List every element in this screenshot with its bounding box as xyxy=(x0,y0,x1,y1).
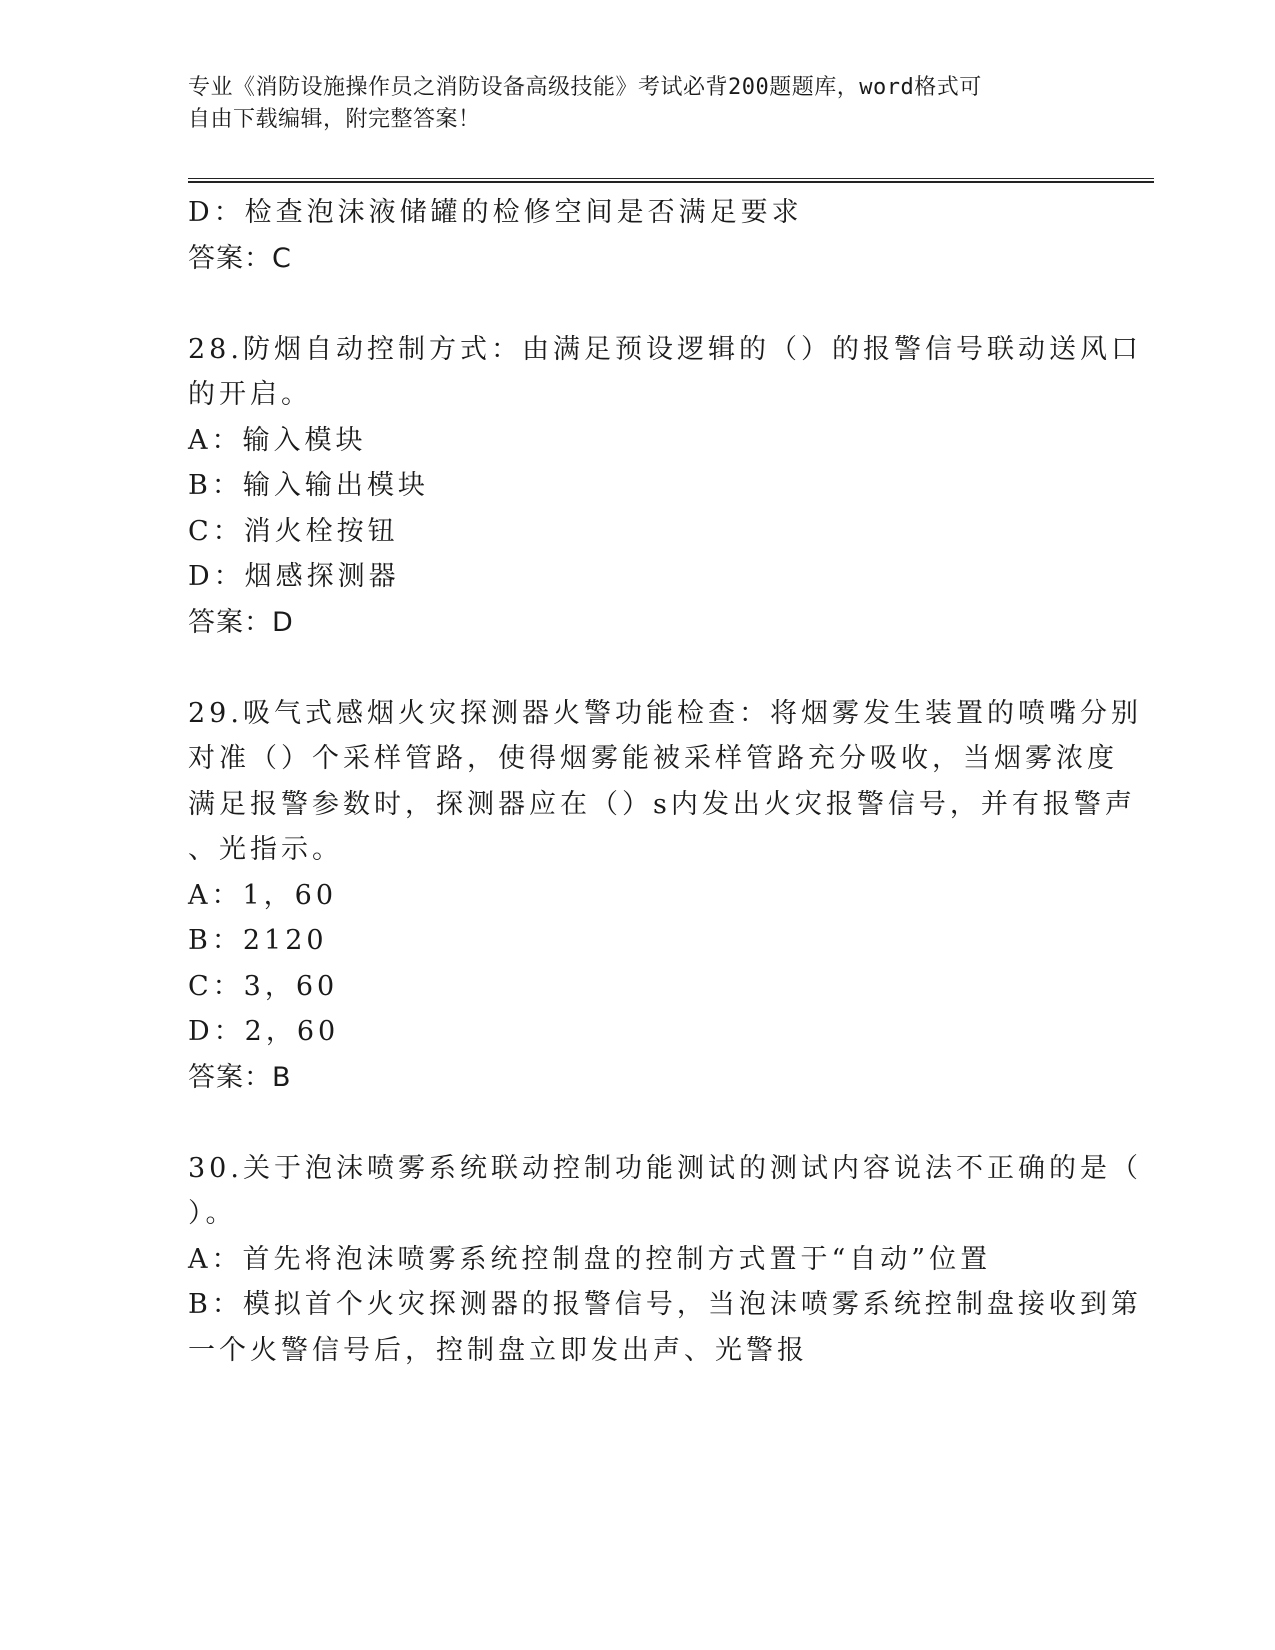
option-a: A：1，60 xyxy=(188,879,338,911)
question-30 xyxy=(188,1146,1142,1374)
spacer xyxy=(188,281,1088,327)
option-b: B：输入输出模块 xyxy=(188,470,429,501)
option-c: C：消火栓按钮 xyxy=(188,515,399,547)
spacer xyxy=(188,645,1088,691)
header-line-2: 自由下载编辑，附完整答案！ xyxy=(188,107,481,132)
question-list xyxy=(188,190,1142,1373)
answer: 答案：C xyxy=(188,242,292,274)
header-line-1: 专业《消防设施操作员之消防设备高级技能》考试必背200题题库，word格式可 xyxy=(188,75,982,100)
option-b-continued: 一个火警信号后，控制盘立即发出声、光警报 xyxy=(188,1334,808,1366)
answer: 答案：D xyxy=(188,606,294,638)
question-stem: 的开启。 xyxy=(188,379,312,410)
question-stem: 29.吸气式感烟火灾探测器火警功能检查：将烟雾发生装置的喷嘴分别 xyxy=(188,697,1142,729)
option-d: D：2，60 xyxy=(188,1016,340,1047)
question-stem: 28.防烟自动控制方式：由满足预设逻辑的（）的报警信号联动送风口 xyxy=(188,333,1142,365)
question-29 xyxy=(188,691,1142,1101)
option-b: B：模拟首个火灾探测器的报警信号，当泡沫喷雾系统控制盘接收到第 xyxy=(188,1289,1142,1320)
question-28 xyxy=(188,327,1142,646)
question-stem: 、光指示。 xyxy=(188,834,343,865)
option-c: C：3，60 xyxy=(188,970,339,1002)
question-stem: ）。 xyxy=(188,1198,237,1229)
previous-question-tail xyxy=(188,190,1088,281)
option-b: B：2120 xyxy=(188,925,328,956)
question-stem: 30.关于泡沫喷雾系统联动控制功能测试的测试内容说法不正确的是（ xyxy=(188,1152,1142,1184)
option-a: A：输入模块 xyxy=(188,424,367,456)
option-d: D：烟感探测器 xyxy=(188,561,400,592)
option-a: A：首先将泡沫喷雾系统控制盘的控制方式置于“自动”位置 xyxy=(188,1243,992,1275)
answer: 答案：B xyxy=(188,1061,292,1093)
spacer xyxy=(188,1100,1088,1146)
document-header xyxy=(188,72,1088,136)
header-divider xyxy=(188,178,1154,183)
question-stem: 对准（）个采样管路，使得烟雾能被采样管路充分吸收，当烟雾浓度 xyxy=(188,743,1118,774)
option-d: D：检查泡沫液储罐的检修空间是否满足要求 xyxy=(188,197,803,228)
question-stem: 满足报警参数时，探测器应在（）s内发出火灾报警信号，并有报警声 xyxy=(188,788,1136,820)
